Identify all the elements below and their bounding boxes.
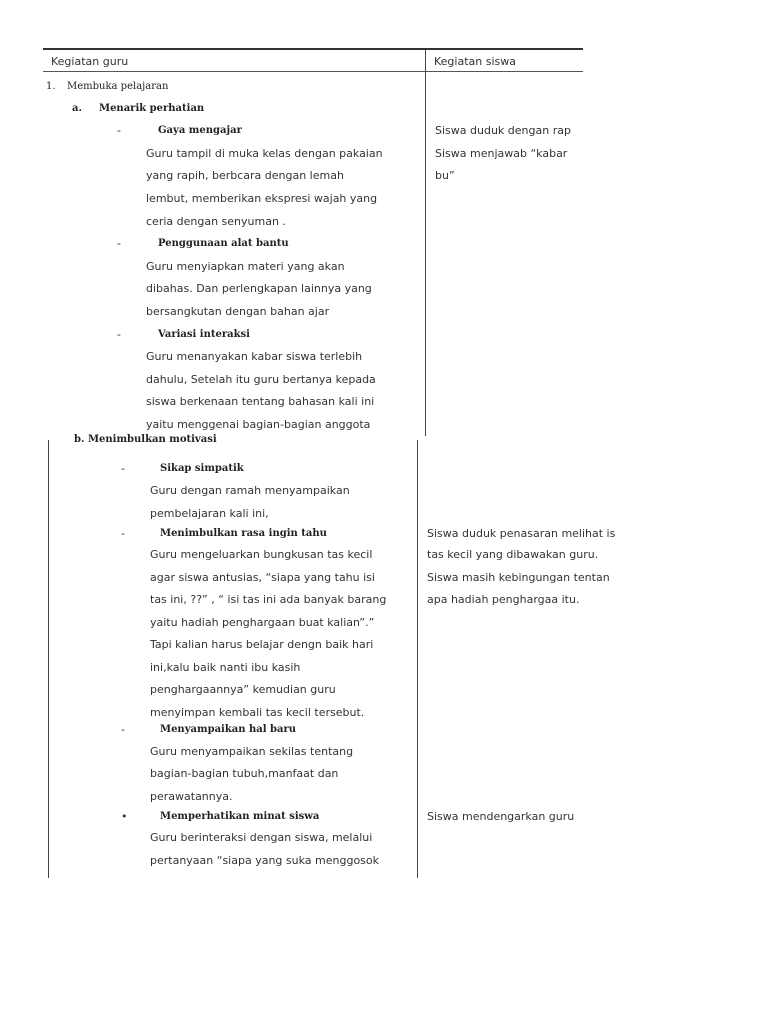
bullet: •: [121, 810, 128, 823]
text-line: yaitu hadiah penghargaan buat kalian”.”: [150, 616, 375, 629]
text-line: yaitu menggenai bagian-bagian anggota: [146, 418, 371, 431]
siswa-line: apa hadiah penghargaa itu.: [427, 593, 580, 606]
text-line: Guru dengan ramah menyampaikan: [150, 484, 350, 497]
bullet: -: [117, 328, 121, 341]
siswa-line: Siswa masih kebingungan tentan: [427, 571, 610, 584]
item-heading: Menimbulkan rasa ingin tahu: [160, 528, 327, 539]
table-header: [43, 48, 583, 72]
item-heading: Sikap simpatik: [160, 463, 244, 474]
text-line: Guru tampil di muka kelas dengan pakaian: [146, 147, 383, 160]
siswa-line: Siswa mendengarkan guru: [427, 810, 575, 823]
text-line: Guru mengeluarkan bungkusan tas kecil: [150, 548, 373, 561]
sub-title: Menarik perhatian: [99, 103, 205, 114]
item-heading: Menyampaikan hal baru: [160, 724, 297, 735]
section-title: Membuka pelajaran: [67, 81, 169, 92]
left-border: [48, 440, 49, 878]
text-line: yang rapih, berbcara dengan lemah: [146, 169, 344, 182]
bullet: -: [121, 462, 125, 475]
header-kegiatan-siswa: Kegiatan siswa: [434, 55, 516, 68]
siswa-line: bu”: [435, 169, 455, 182]
text-line: dibahas. Dan perlengkapan lainnya yang: [146, 282, 372, 295]
text-line: Guru menyampaikan sekilas tentang: [150, 745, 354, 758]
column-divider: [425, 50, 426, 436]
text-line: Guru menyiapkan materi yang akan: [146, 260, 345, 273]
item-heading: Penggunaan alat bantu: [158, 238, 289, 249]
text-line: bagian-bagian tubuh,manfaat dan: [150, 767, 339, 780]
text-line: ini,kalu baik nanti ibu kasih: [150, 661, 301, 674]
cut-header: b. Menimbulkan motivasi: [74, 434, 217, 445]
bullet: -: [117, 124, 121, 137]
bullet: -: [117, 237, 121, 250]
text-line: Tapi kalian harus belajar dengn baik hari: [150, 638, 374, 651]
text-line: tas ini, ??” , “ isi tas ini ada banyak barang: [150, 593, 387, 606]
header-kegiatan-guru: Kegiatan guru: [51, 55, 129, 68]
text-line: penghargaannya” kemudian guru: [150, 683, 336, 696]
sub-letter: a.: [72, 103, 82, 114]
siswa-line: tas kecil yang dibawakan guru.: [427, 548, 599, 561]
bullet: -: [121, 527, 125, 540]
siswa-line: Siswa duduk penasaran melihat is: [427, 527, 616, 540]
text-line: bersangkutan dengan bahan ajar: [146, 305, 330, 318]
text-line: lembut, memberikan ekspresi wajah yang: [146, 192, 378, 205]
text-line: Guru berinteraksi dengan siswa, melalui: [150, 831, 373, 844]
column-divider: [417, 440, 418, 878]
text-line: siswa berkenaan tentang bahasan kali ini: [146, 395, 375, 408]
text-line: Guru menanyakan kabar siswa terlebih: [146, 350, 363, 363]
text-line: pertanyaan “siapa yang suka menggosok: [150, 854, 380, 867]
bullet: -: [121, 723, 125, 736]
text-line: perawatannya.: [150, 790, 233, 803]
text-line: pembelajaran kali ini,: [150, 507, 269, 520]
text-line: agar siswa antusias, “siapa yang tahu isi: [150, 571, 375, 584]
siswa-line: Siswa menjawab “kabar: [435, 147, 568, 160]
siswa-line: Siswa duduk dengan rap: [435, 124, 571, 137]
section-number: 1.: [46, 81, 56, 92]
item-heading: Gaya mengajar: [158, 125, 242, 136]
item-heading: Variasi interaksi: [158, 329, 250, 340]
text-line: dahulu, Setelah itu guru bertanya kepada: [146, 373, 376, 386]
table-fragment-1: [43, 48, 583, 436]
table-fragment-2: [48, 434, 632, 878]
text-line: menyimpan kembali tas kecil tersebut.: [150, 706, 365, 719]
item-heading: Memperhatikan minat siswa: [160, 811, 320, 822]
text-line: ceria dengan senyuman .: [146, 215, 286, 228]
